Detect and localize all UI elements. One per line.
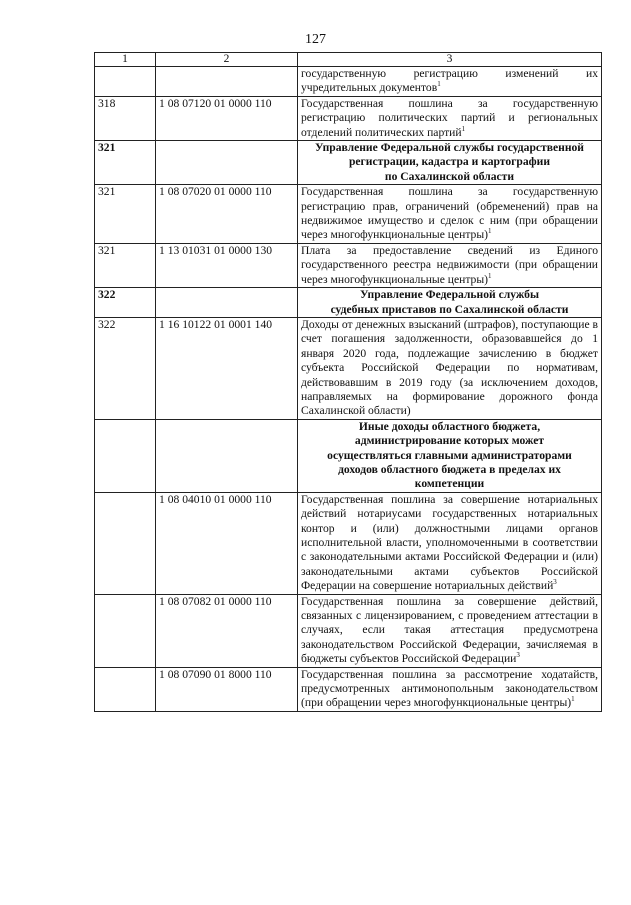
revenue-description	[298, 96, 602, 140]
description-text: Доходы от денежных взысканий (штрафов), поступающие в счет погашения задолженности, образовавшейся до 1 января 2020 года, подлежащие зачислению в бюджет субъекта Российской Федерации по нормативам, действовавшим в 2019 году (за исключением доходов, направляемых на формирование дорожного фонда Сахалинской области)	[301, 317, 598, 418]
footnote-mark: 1	[461, 124, 466, 133]
description-text: Государственная пошлина за совершение нотариальных действий нотариусами государственных нотариальных контор и (или) должностными лицами органов исполнительной власти, уполномоченными в соответствии с законодательными актами Российской Федерации и (или) законодательными актами субъектов Российской Федерации на совершение нотариальных действий	[301, 492, 598, 593]
admin-code: 318	[95, 96, 156, 140]
revenue-code	[156, 288, 298, 318]
revenue-code: 1 13 01031 01 0000 130	[156, 243, 298, 287]
revenue-description	[298, 67, 602, 97]
table-row	[95, 667, 602, 711]
table-row	[95, 96, 602, 140]
revenue-description	[298, 243, 602, 287]
header-col-1: 1	[95, 53, 156, 67]
description-text: государственную регистрацию изменений их учредительных документов	[301, 67, 598, 95]
revenue-codes-table	[94, 52, 602, 712]
section-title	[298, 419, 602, 492]
section-title	[298, 141, 602, 185]
table-row	[95, 67, 602, 97]
section-row	[95, 419, 602, 492]
revenue-description	[298, 185, 602, 244]
description-text: Государственная пошлина за совершение действий, связанных с лицензированием, с проведением аттестации в случаях, если такая аттестация предусмотрена законодательством Российской Федерации, зачисляемая в бюджеты субъектов Российской Федерации	[301, 594, 598, 666]
admin-code	[95, 492, 156, 594]
section-title	[298, 288, 602, 318]
description-text: Государственная пошлина за государственную регистрацию прав, ограничений (обременений) прав на недвижимое имущество и сделок с ним (при обращении через многофункциональные центры)	[301, 185, 598, 242]
admin-code	[95, 667, 156, 711]
revenue-code: 1 08 07090 01 8000 110	[156, 667, 298, 711]
admin-code: 321	[95, 243, 156, 287]
header-col-2: 2	[156, 53, 298, 67]
revenue-description	[298, 667, 602, 711]
revenue-code: 1 08 07020 01 0000 110	[156, 185, 298, 244]
table-row	[95, 594, 602, 667]
footnote-mark: 1	[437, 80, 441, 89]
footnote-mark: 1	[487, 227, 492, 236]
footnote-mark: 3	[553, 578, 557, 587]
footnote-mark: 3	[516, 651, 520, 660]
admin-code	[95, 419, 156, 492]
revenue-code: 1 08 07082 01 0000 110	[156, 594, 298, 667]
description-text: Государственная пошлина за рассмотрение ходатайств, предусмотренных антимонопольным законодательством (при обращении через многофункциональные центры)	[301, 667, 598, 710]
table-row	[95, 317, 602, 419]
section-title-text: Иные доходы областного бюджета, администрирование которых может осуществляться главными администраторами доходов областного бюджета в пределах их компетенции	[327, 419, 572, 491]
footnote-mark: 1	[487, 271, 492, 280]
footnote-mark: 1	[571, 695, 575, 704]
table-row	[95, 492, 602, 594]
section-title-text: Управление Федеральной службы судебных приставов по Сахалинской области	[330, 288, 569, 316]
admin-code	[95, 67, 156, 97]
header-col-3: 3	[298, 53, 602, 67]
section-row	[95, 141, 602, 185]
revenue-code	[156, 419, 298, 492]
section-title-text: Управление Федеральной службы государственной регистрации, кадастра и картографии по Сахалинской области	[315, 141, 584, 183]
admin-code: 322	[95, 317, 156, 419]
revenue-code	[156, 67, 298, 97]
revenue-description	[298, 492, 602, 594]
table-row	[95, 243, 602, 287]
page-number: 127	[305, 32, 326, 47]
table-header-row	[95, 53, 602, 67]
table-row	[95, 185, 602, 244]
revenue-code: 1 16 10122 01 0001 140	[156, 317, 298, 419]
description-text: Плата за предоставление сведений из Единого государственного реестра недвижимости (при обращении через многофункциональные центры)	[301, 243, 598, 286]
revenue-description	[298, 594, 602, 667]
section-row	[95, 288, 602, 318]
revenue-code	[156, 141, 298, 185]
revenue-description	[298, 317, 602, 419]
admin-code: 321	[95, 185, 156, 244]
admin-code: 321	[95, 141, 156, 185]
revenue-code: 1 08 07120 01 0000 110	[156, 96, 298, 140]
admin-code	[95, 594, 156, 667]
admin-code: 322	[95, 288, 156, 318]
description-text: Государственная пошлина за государственную регистрацию политических партий и региональных отделений политических партий	[301, 96, 598, 139]
revenue-code: 1 08 04010 01 0000 110	[156, 492, 298, 594]
